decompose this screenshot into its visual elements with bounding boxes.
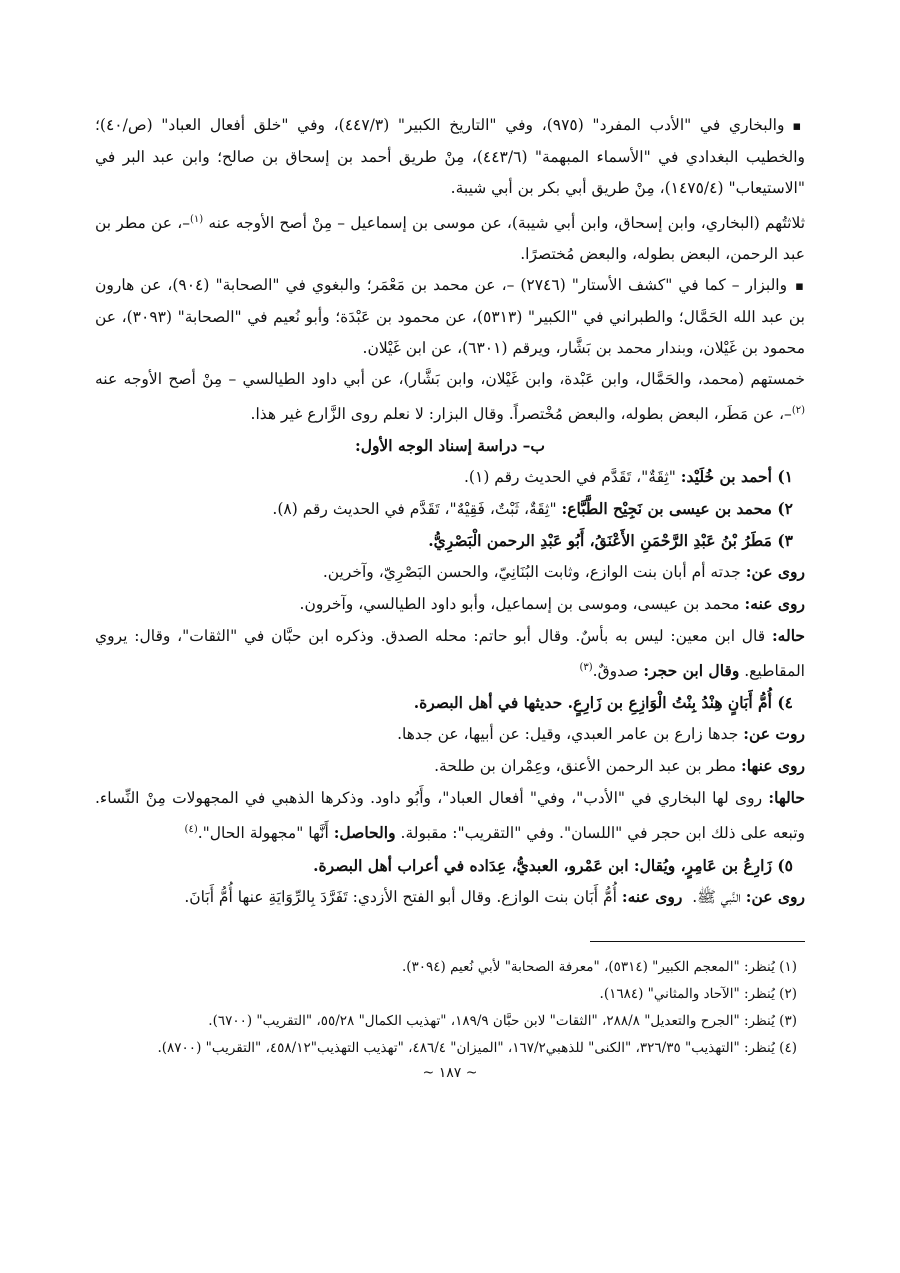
page-body (95, 110, 805, 1084)
paragraph-text: –، عن مَطَر، البعض بطوله، والبعض مُخْتصراً. وقال البزار: لا نعلم روى الزَّارع غير هذا. (250, 405, 792, 424)
narrator-3-heading: ٣) مَطَرُ بْنُ عَبْدِ الرَّحْمَنِ الأَعْنَقُ، أَبُو عَبْدِ الرحمن الْبَصْرِيُّ. (428, 531, 793, 551)
field-label: روى عن: (745, 562, 805, 582)
footnote-2: (٢) يُنظر: "الآحاد والمثاني" (١٦٨٤). (599, 985, 797, 1002)
field-label: روى عن: (745, 886, 805, 906)
paragraph-text: خمستهم (محمد، والحَمَّال، وابن عَبْدة، وابن غَيْلان، وابن بَشَّار)، عن أبي داود الطيالسي – مِنْ أصح الأوجه عنه (95, 370, 805, 389)
narrator-3-status (95, 620, 805, 687)
footnote-divider (590, 941, 805, 942)
narrator-4-status (95, 782, 805, 849)
paragraph-text: والبزار – كما في "كشف الأستار" (٢٧٤٦) –، عن محمد بن مَعْمَر؛ والبغوي في "الصحابة" (٩٠٤)، عن هارون بن عبد الله الحَمَّال؛ والطبراني في "الكبير" (٥٣١٣)، عن محمود بن عَبْدَة؛ وأبو نُعيم في "الصحابة" (٣٠٩٣)، عن محمود بن غَيْلان، وبندار محمد بن بَشَّار، ويرقم (٦٣٠١)، عن ابن غَيْلان. (95, 276, 805, 358)
footnote-3: (٣) يُنظر: "الجرح والتعديل" ٢٨٨/٨، "الثقات" لابن حبَّان ١٨٩/٩، "تهذيب الكمال" ٥٥/٢٨، "التقريب" (٦٧٠٠). (208, 1012, 797, 1029)
field-label: وقال ابن حجر: (643, 661, 740, 681)
field-value: مطر بن عبد الرحمن الأعنق، وعِمْران بن طلحة. (434, 757, 737, 776)
field-value: قال ابن معين: ليس به بأسٌ. وقال أبو حاتم: محله الصدق. وذكره ابن حبَّان في "الثقات"، وقال: يروي المقاطيع. (95, 627, 805, 681)
paragraph-bazzar (95, 270, 805, 364)
narrator-name: ١) أحمد بن خُلَيْد: (680, 467, 793, 487)
narrator-5-heading: ٥) زَارِعُ بن عَامِرٍ، ويُقال: ابن عَمْرو، العبديُّ، عِدَاده في أعراب أهل البصرة. (313, 855, 793, 875)
field-value: جدته أم أبان بنت الوازع، وثابت البُنَانِيّ، والحسن البَصْرِيّ، وآخرين. (322, 563, 741, 582)
field-label: والحاصل: (333, 823, 396, 843)
paragraph-three-narrators (95, 204, 805, 270)
narrator-1 (95, 461, 805, 493)
narrator-4-by (95, 750, 805, 782)
field-value: أُمُّ أَبَان بنت الوازع. وقال أبو الفتح الأزدي: تَفَرَّدَ بِالرِّوَايَةِ عنها أُمُّ أَبَانَ. (184, 887, 617, 906)
paragraph-five-narrators (95, 364, 805, 430)
page-number: ~ ١٨٧ ~ (422, 1064, 478, 1081)
field-value: روى لها البخاري في "الأدب"، وفي" أفعال العباد"، وأَبُو داود. وذكرها الذهبي في المجهولات مِنْ النِّساء. وتبعه على ذلك ابن حجر في "اللسان". وفي "التقريب": مقبولة. (95, 789, 805, 843)
narrator-name: ٢) محمد بن عيسى بن نَجِيْح الطَّبَّاع: (561, 499, 793, 519)
narrator-2 (95, 493, 805, 525)
narrator-4-heading: ٤) أُمُّ أَبَانٍ هِنْدُ بِنْتُ الْوَازِعِ بن زَارِعٍ. حديثها في أهل البصرة. (413, 693, 793, 713)
footnote-ref[interactable]: (٣) (579, 662, 593, 674)
narrator-text: "ثِقَةٌ"، تَقَدَّم في الحديث رقم (١). (464, 468, 676, 487)
field-label: روت عن: (743, 724, 805, 744)
narrator-3-from (95, 556, 805, 588)
paragraph-text: والبخاري في "الأدب المفرد" (٩٧٥)، وفي "التاريخ الكبير" (٤٤٧/٣)، وفي "خلق أفعال العباد" (ص/٤٠)؛ والخطيب البغدادي في "الأسماء المبهمة" (٤٤٣/٦)، مِنْ طريق أحمد بن إسحاق بن صالح؛ وابن عبد البر في "الاستيعاب" (١٤٧٥/٤)، مِنْ طريق أبي بكر بن أبي شيبة. (95, 116, 805, 197)
field-label: روى عنها: (740, 756, 805, 776)
section-heading: ب– دراسة إسناد الوجه الأول: (354, 436, 546, 456)
footnote-ref[interactable]: (٤) (184, 824, 198, 836)
field-label: حالها: (768, 788, 805, 808)
paragraph-text: –، عن مطر بن عبد الرحمن، البعض بطوله، والبعض مُختصرًا. (95, 214, 805, 264)
paragraph-text: ثلاثتُهم (البخاري، وابن إسحاق، وابن أبي شيبة)، عن موسى بن إسماعيل – مِنْ أصح الأوجه عنه (208, 214, 806, 233)
field-value: صدوقٌ. (592, 662, 639, 681)
field-label: روى عنه: (621, 886, 683, 906)
field-label: حاله: (771, 626, 805, 646)
field-value: أَنَّها "مجهولة الحال". (197, 824, 329, 843)
narrator-3-by (95, 588, 805, 620)
narrator-5-from-by (95, 881, 805, 913)
footnote-4: (٤) يُنظر: "التهذيب" ٣٢٦/٣٥، "الكنى" للذهبي١٦٧/٢، "الميزان" ٤٨٦/٤، "تهذيب التهذيب"٤٥٨/١٢، "التقريب" (٨٧٠٠). (157, 1039, 797, 1056)
footnote-ref[interactable]: (٢) (791, 405, 805, 417)
field-label: روى عنه: (744, 594, 805, 614)
footnote-ref[interactable]: (١) (189, 214, 204, 225)
field-value: النَّبي ﷺ. (692, 887, 741, 906)
field-value: محمد بن عيسى، وموسى بن إسماعيل، وأبو داود الطيالسي، وآخرون. (299, 595, 740, 614)
narrator-4-from (95, 718, 805, 750)
field-value: جدها زارع بن عامر العبدي، وقيل: عن أبيها، عن جدها. (397, 725, 739, 744)
paragraph-bukhari (95, 110, 805, 204)
footnote-1: (١) يُنظر: "المعجم الكبير" (٥٣١٤)، "معرفة الصحابة" لأبي نُعيم (٣٠٩٤). (401, 958, 797, 975)
narrator-text: "ثِقَةٌ، ثَبْتٌ، فَقِيْهٌ"، تَقَدَّم في الحديث رقم (٨). (272, 500, 557, 519)
